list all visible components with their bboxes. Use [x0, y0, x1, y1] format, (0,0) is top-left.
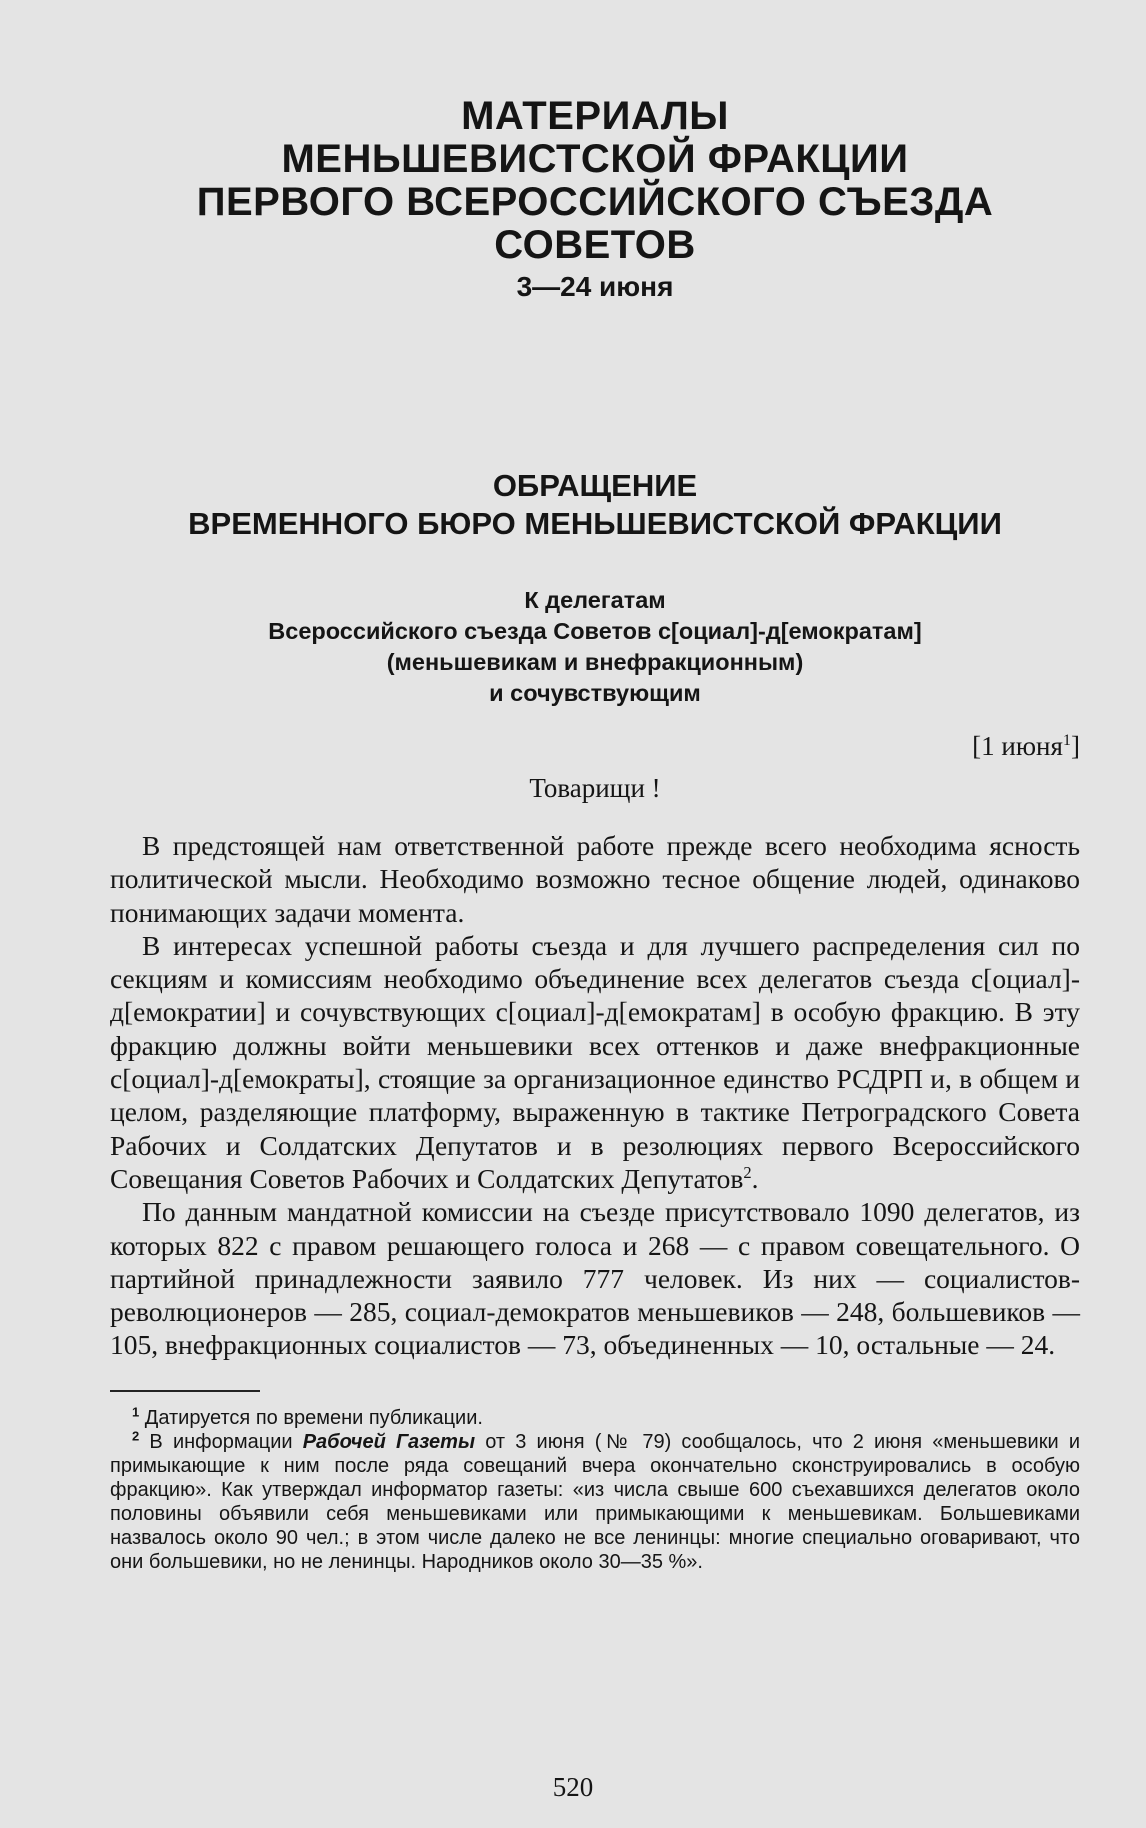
address-line: К делегатам	[524, 587, 666, 613]
footnote-divider	[110, 1390, 260, 1392]
address-line: и сочувствующим	[489, 680, 701, 706]
appeal-date-text: [1 июня	[972, 731, 1063, 761]
section-dates: 3—24 июня	[516, 271, 674, 302]
page-content	[110, 95, 1080, 1574]
appeal-title-line: ВРЕМЕННОГО БЮРО МЕНЬШЕВИСТСКОЙ ФРАКЦИИ	[188, 506, 1002, 541]
section-title	[110, 95, 1080, 267]
address-line: (меньшевикам и внефракционным)	[386, 649, 804, 675]
address-line: Всероссийского съезда Советов с[оциал]-д[емократам]	[268, 618, 922, 644]
footnote-text-pre: В информации	[149, 1430, 303, 1453]
page-number: 520	[552, 1772, 594, 1802]
footnote-text: от 3 июня (№ 79) сообщалось, что 2 июня «меньшевики и примыкающие к ним после ряда совещаний вчера окончательно сконструировались в особую фракцию». Как утверждал информатор газеты: «из числа свыше 600 съехавшихся делегатов около половины объявили себя меньшевиками или примыкающими к меньшевикам. Большевиками назвалось около 90 чел.; в этом числе далеко не все ленинцы: многие специально оговаривают, что они большевики, но не ленинцы. Народников около 30—35 %».	[110, 1430, 1080, 1573]
section-title-line: СОВЕТОВ	[494, 223, 696, 267]
salutation: Товарищи !	[529, 773, 661, 803]
paragraph: По данным мандатной комиссии на съезде присутствовало 1090 делегатов, из которых 822 с правом решающего голоса и 268 — с правом совещательного. О партийной принадлежности заявило 777 человек. Из них — социалистов-революционеров — 285, социал-демократов меньшевиков — 248, большевиков — 105, внефракционных социалистов — 73, объединенных — 10, остальные — 24.	[110, 1196, 1080, 1361]
paragraph-text: В интересах успешной работы съезда и для лучшего распределения сил по секциям и комиссиям необходимо объединение всех делегатов съезда с[оциал]-д[емократии] и сочувствующих с[оциал]-д[емократам] в особую фракцию. В эту фракцию должны войти меньшевики всех оттенков и даже внефракционные с[оциал]-д[емократы], стоящие за организационное единство РСДРП и, в общем и целом, разделяющие платформу, выраженную в тактике Петроградского Совета Рабочих и Солдатских Депутатов и в резолюциях первого Всероссийского Совещания Советов Рабочих и Солдатских Депутатов	[110, 929, 1080, 1194]
footnote-number: 1	[132, 1404, 140, 1420]
section-title-line: МАТЕРИАЛЫ	[461, 94, 729, 138]
footnote-ref: 2	[743, 1162, 752, 1182]
appeal-date	[110, 729, 1080, 763]
footnote-source: Рабочей Газеты	[302, 1430, 476, 1453]
footnote-text: Датируется по времени публикации.	[144, 1406, 483, 1429]
paragraph: В предстоящей нам ответственной работе прежде всего необходима ясность политической мысли. Необходимо возможно тесное общение людей, одинаково понимающих задачи момента.	[110, 830, 1080, 928]
footnote	[110, 1406, 1080, 1430]
paragraph	[110, 929, 1080, 1195]
appeal-title-line: ОБРАЩЕНИЕ	[492, 468, 698, 503]
footnote-number: 2	[132, 1428, 140, 1444]
footnotes	[110, 1406, 1080, 1574]
section-title-line: ПЕРВОГО ВСЕРОССИЙСКОГО СЪЕЗДА	[196, 180, 994, 224]
paragraph-end: .	[751, 1162, 759, 1194]
appeal-date-close: ]	[1071, 731, 1080, 761]
body-text	[110, 829, 1080, 1362]
appeal-address	[110, 585, 1080, 709]
footnote	[110, 1430, 1080, 1574]
section-title-line: МЕНЬШЕВИСТСКОЙ ФРАКЦИИ	[281, 137, 909, 181]
footnote-ref: 1	[1062, 731, 1071, 749]
appeal-title	[110, 467, 1080, 543]
